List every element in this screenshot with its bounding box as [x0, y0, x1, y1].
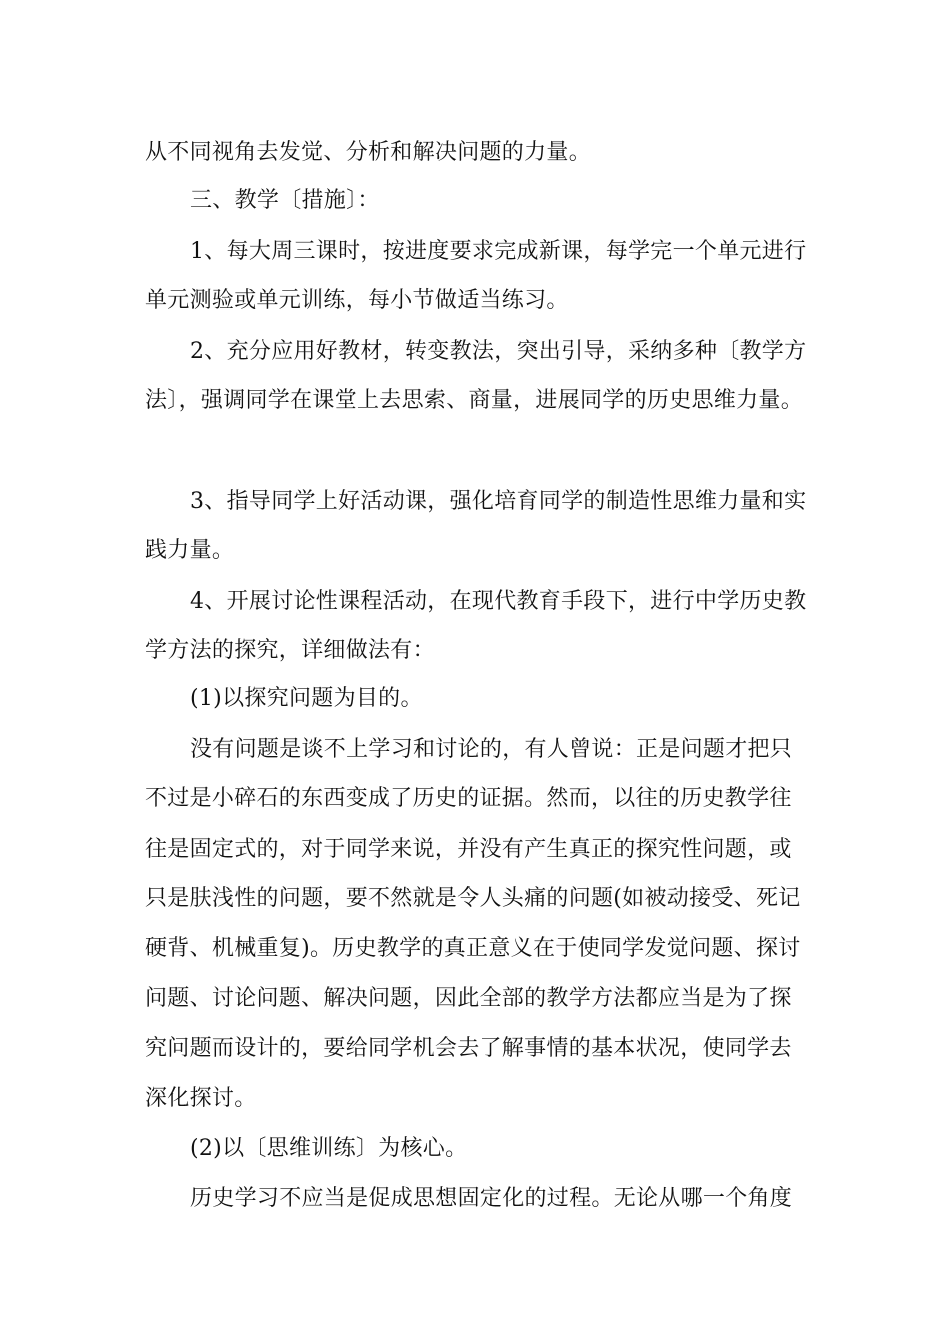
subheading: (2)以〔思维训练〕为核心。 — [190, 1136, 468, 1161]
text-line: 深化探讨。 — [145, 1086, 257, 1111]
subheading: (1)以探究问题为目的。 — [190, 686, 423, 711]
text-line: 从不同视角去发觉、分析和解决问题的力量。 — [145, 140, 592, 165]
text-line: 究问题而设计的，要给同学机会去了解事情的基本状况，使同学去 — [145, 1036, 792, 1061]
text-line: 历史学习不应当是促成思想固定化的过程。无论从哪一个角度 — [190, 1186, 793, 1211]
text-line: 问题、讨论问题、解决问题，因此全部的教学方法都应当是为了探 — [145, 986, 792, 1011]
text-line: 硬背、机械重复)。历史教学的真正意义在于使同学发觉问题、探讨 — [145, 936, 801, 961]
text-line: 3、指导同学上好活动课，强化培育同学的制造性思维力量和实 — [190, 489, 807, 514]
text-line: 1、每大周三课时，按进度要求完成新课，每学完一个单元进行 — [190, 239, 807, 264]
text-line: 2、充分应用好教材，转变教法，突出引导，采纳多种〔教学方 — [190, 339, 807, 364]
text-line: 单元测验或单元训练，每小节做适当练习。 — [145, 288, 569, 313]
text-line: 4、开展讨论性课程活动，在现代教育手段下，进行中学历史教 — [190, 589, 807, 614]
text-line: 只是肤浅性的问题，要不然就是令人头痛的问题(如被动接受、死记 — [145, 886, 801, 911]
text-line: 践力量。 — [145, 538, 235, 563]
text-line: 不过是小碎石的东西变成了历史的证据。然而，以往的历史教学往 — [145, 786, 792, 811]
text-line: 没有问题是谈不上学习和讨论的，有人曾说：正是问题才把只 — [190, 737, 793, 762]
text-line: 往是固定式的，对于同学来说，并没有产生真正的探究性问题，或 — [145, 837, 792, 862]
text-line: 学方法的探究，详细做法有： — [145, 638, 435, 663]
text-line: 法〕，强调同学在课堂上去思索、商量，进展同学的历史思维力量。 — [145, 388, 804, 413]
section-heading: 三、教学〔措施〕： — [190, 188, 380, 213]
